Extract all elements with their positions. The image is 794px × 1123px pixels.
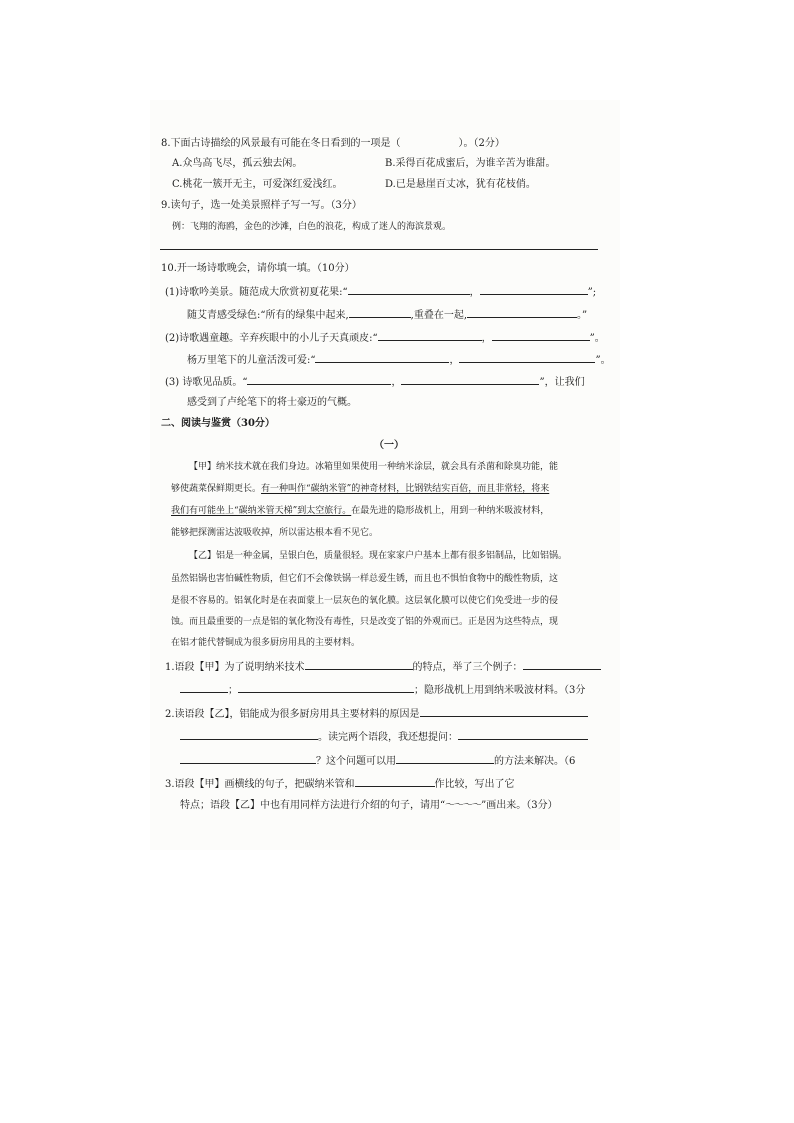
q10-blank-6[interactable] <box>492 330 590 341</box>
q10-part2-a: (2)诗歌遇童趣。辛弃疾眼中的小儿子天真顽皮:“ ， ”。 <box>165 330 605 346</box>
section-2-title: 二、阅读与鉴赏（30分） <box>161 418 275 429</box>
q10-blank-7[interactable] <box>315 352 449 363</box>
q8-option-a: A.众鸟高飞尽，孤云独去闲。 <box>172 158 303 169</box>
r2-blank-4[interactable] <box>180 753 316 764</box>
q9-stem: 9.读句子，选一处美景照样子写一写。（3分） <box>161 200 362 211</box>
q8-stem: 8.下面古诗描绘的风景最有可能在冬日看到的一项是（ ）。（2分） <box>161 138 505 149</box>
r2-blank-5[interactable] <box>396 753 494 764</box>
q10-blank-9[interactable] <box>247 374 391 385</box>
q8-option-d: D.已是悬崖百丈冰，犹有花枝俏。 <box>385 179 536 190</box>
passage-jia-line-1: 【甲】纳米技术就在我们身边。冰箱里如果使用一种纳米涂层，就会具有杀菌和除臭功能，能 <box>189 462 559 472</box>
reading-q1-line-2: ； ；隐形战机上用到纳米吸波材料。（3分 <box>180 682 585 698</box>
q10-part2-b: 杨万里笔下的儿童活泼可爱:“ ， ”。 <box>187 352 611 368</box>
q8-option-c: C.桃花一簇开无主，可爱深红爱浅红。 <box>172 179 343 190</box>
q10-part1-a: (1)诗歌吟美景。随范成大欣赏初夏花果:“ ， ”; <box>165 284 596 300</box>
passage-yi-line-2: 虽然铝锅也害怕碱性物质，但它们不会像铁锅一样总爱生锈，而且也不惧怕食物中的酸性物质，这 <box>171 574 559 584</box>
r1-blank-4[interactable] <box>238 682 414 693</box>
wavy-line-mark: ～～～～ <box>445 800 482 811</box>
q10-blank-5[interactable] <box>378 330 482 341</box>
r2-blank-3[interactable] <box>458 729 588 740</box>
passage-yi-line-3: 是很不容易的。铝氧化时是在表面蒙上一层灰色的氧化膜。这层氧化膜可以使它们免受进一步的侵 <box>171 596 559 606</box>
q10-blank-8[interactable] <box>459 352 595 363</box>
reading-q2-line-1: 2.读语段【乙】，铝能成为很多厨房用具主要材料的原因是 <box>165 706 588 722</box>
passage-yi-line-5: 在铝才能代替铜成为很多厨房用具的主要材料。 <box>171 638 361 648</box>
passage-yi-line-1: 【乙】铝是一种金属，呈银白色，质量很轻。现在家家户户基本上都有很多铝制品，比如铝锅。 <box>189 551 568 561</box>
reading-q3-line-1: 3.语段【甲】画横线的句子，把碳纳米管和 作比较，写出了它 <box>165 776 515 792</box>
reading-q1-line-1: 1.语段【甲】为了说明纳米技术 的特点，举了三个例子： <box>165 659 601 675</box>
q10-blank-3[interactable] <box>349 307 411 318</box>
q10-part3-a: (3) 诗歌见品质。“ ， ”，让我们 <box>165 374 585 390</box>
part-1-heading: （一） <box>374 440 404 451</box>
q10-stem: 10.开一场诗歌晚会，请你填一填。（10分） <box>161 263 355 274</box>
q9-example: 例：飞翔的海鸥，金色的沙滩，白色的浪花，构成了迷人的海滨景观。 <box>172 222 452 232</box>
r3-blank-1[interactable] <box>355 776 435 787</box>
passage-jia-line-2: 够使蔬菜保鲜期更长。有一种叫作“碳纳米管”的神奇材料，比钢铁结实百倍，而且非常轻，将来 <box>171 484 550 494</box>
q10-blank-10[interactable] <box>401 374 539 385</box>
q10-part3-b: 感受到了卢纶笔下的将士豪迈的气概。 <box>187 397 357 408</box>
passage-jia-line-4: 能够把探测雷达波吸收掉，所以雷达根本看不见它。 <box>171 528 379 538</box>
r1-blank-1[interactable] <box>305 659 413 670</box>
reading-q2-line-3: ？这个问题可以用 的方法来解决。（6 <box>180 753 575 769</box>
r2-blank-1[interactable] <box>420 706 588 717</box>
reading-q3-line-2: 特点；语段【乙】中也有用同样方法进行介绍的句子，请用“～～～～”画出来。（3分） <box>180 800 558 811</box>
q10-blank-2[interactable] <box>480 284 588 295</box>
q10-blank-1[interactable] <box>348 284 470 295</box>
r2-blank-2[interactable] <box>180 729 318 740</box>
q10-part1-b: 随艾青感受绿色:“所有的绿集中起来, ,重叠在一起, 。” <box>187 307 587 323</box>
q10-blank-4[interactable] <box>467 307 577 318</box>
passage-yi-line-4: 蚀。而且最重要的一点是铝的氧化物没有毒性，只是改变了铝的外观而已。正是因为这些特点，现 <box>171 617 559 627</box>
reading-q2-line-2: 。读完两个语段，我还想提问： <box>180 729 588 745</box>
r1-blank-3[interactable] <box>180 682 228 693</box>
r1-blank-2[interactable] <box>523 659 601 670</box>
passage-jia-line-3: 我们有可能坐上“碳纳米管天梯”到太空旅行。在最先进的隐形战机上，用到一种纳米吸波材料， <box>171 506 550 516</box>
q9-answer-line[interactable] <box>160 249 598 250</box>
q8-option-b: B.采得百花成蜜后，为谁辛苦为谁甜。 <box>385 158 556 169</box>
